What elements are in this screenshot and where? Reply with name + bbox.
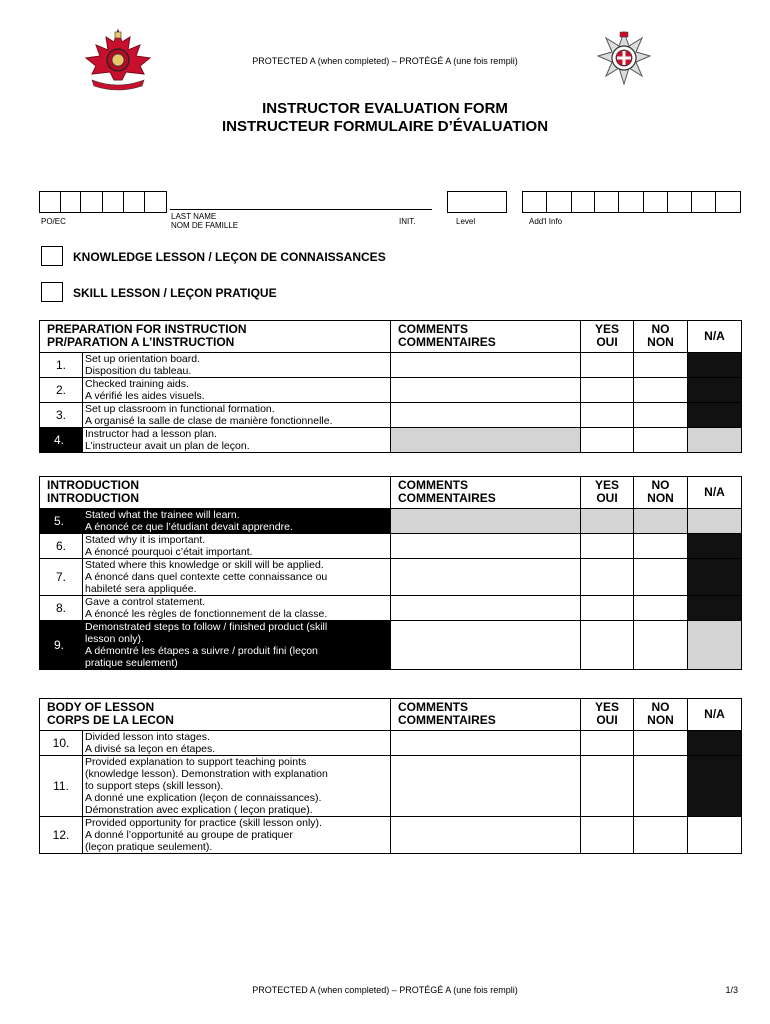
table-row: 3. Set up classroom in functional formation. A organisé la salle de clase de manière fonctionnelle. — [40, 403, 742, 428]
yes-cell[interactable] — [581, 534, 634, 559]
yes-cell[interactable] — [581, 378, 634, 403]
yes-header: YES OUI — [581, 477, 634, 509]
comments-cell[interactable] — [391, 534, 581, 559]
preparation-section-table — [39, 320, 742, 453]
na-cell — [688, 353, 742, 378]
yes-cell[interactable] — [581, 559, 634, 596]
comments-cell[interactable] — [391, 621, 581, 670]
form-title — [0, 100, 770, 136]
table-row: 4. Instructor had a lesson plan. L’instructeur avait un plan de leçon. — [40, 428, 742, 453]
table-row: 7. Stated where this knowledge or skill will be applied. A énoncé dans quel contexte cette connaissance ou habileté sera appliquée. — [40, 559, 742, 596]
yes-cell[interactable] — [581, 353, 634, 378]
table-row: 12. Provided opportunity for practice (skill lesson only). A donné l’opportunité au groupe de pratiquer (leçon pratique seulement). — [40, 817, 742, 854]
comments-cell[interactable] — [391, 378, 581, 403]
no-cell[interactable] — [634, 559, 688, 596]
comments-cell[interactable] — [391, 731, 581, 756]
comments-cell[interactable] — [391, 403, 581, 428]
comments-cell[interactable] — [391, 428, 581, 453]
knowledge-lesson-label: KNOWLEDGE LESSON / LEÇON DE CONNAISSANCES — [73, 250, 386, 264]
no-cell[interactable] — [634, 403, 688, 428]
na-cell — [688, 596, 742, 621]
protected-footer: PROTECTED A (when completed) – PROTÉGÉ A (une fois rempli) — [252, 985, 518, 995]
comments-header: COMMENTS COMMENTAIRES — [391, 699, 581, 731]
no-header: NO NON — [634, 699, 688, 731]
no-cell[interactable] — [634, 621, 688, 670]
no-cell[interactable] — [634, 596, 688, 621]
no-cell[interactable] — [634, 378, 688, 403]
no-header: NO NON — [634, 477, 688, 509]
skill-lesson-label: SKILL LESSON / LEÇON PRATIQUE — [73, 286, 277, 300]
na-header: N/A — [688, 477, 742, 509]
protected-header: PROTECTED A (when completed) – PROTÉGÉ A (une fois rempli) — [252, 56, 518, 66]
po-ec-boxes[interactable] — [39, 191, 167, 213]
na-cell — [688, 559, 742, 596]
addl-info-boxes[interactable] — [522, 191, 741, 213]
table-row: 10. Divided lesson into stages. A divisé sa leçon en étapes. — [40, 731, 742, 756]
introduction-section-table — [39, 476, 742, 670]
yes-cell[interactable] — [581, 621, 634, 670]
last-name-line[interactable] — [170, 209, 432, 210]
na-cell[interactable] — [688, 817, 742, 854]
title-en: INSTRUCTOR EVALUATION FORM — [262, 100, 508, 117]
no-cell[interactable] — [634, 509, 688, 534]
table-row: 6. Stated why it is important. A énoncé pourquoi c’était important. — [40, 534, 742, 559]
na-header: N/A — [688, 321, 742, 353]
po-ec-label: PO/EC — [41, 217, 66, 226]
no-cell[interactable] — [634, 817, 688, 854]
title-fr: INSTRUCTEUR FORMULAIRE D’ÉVALUATION — [221, 118, 549, 135]
yes-cell[interactable] — [581, 428, 634, 453]
comments-cell[interactable] — [391, 596, 581, 621]
comments-header: COMMENTS COMMENTAIRES — [391, 477, 581, 509]
yes-cell[interactable] — [581, 596, 634, 621]
section-title: INTRODUCTION INTRODUCTION — [40, 477, 391, 509]
body-of-lesson-section-table — [39, 698, 742, 854]
na-cell — [688, 403, 742, 428]
level-box[interactable] — [447, 191, 507, 213]
no-cell[interactable] — [634, 534, 688, 559]
yes-cell[interactable] — [581, 731, 634, 756]
na-cell — [688, 756, 742, 817]
no-cell[interactable] — [634, 353, 688, 378]
yes-header: YES OUI — [581, 321, 634, 353]
table-row: 2. Checked training aids. A vérifié les aides visuels. — [40, 378, 742, 403]
na-cell[interactable] — [688, 509, 742, 534]
last-name-label: LAST NAME NOM DE FAMILLE — [171, 212, 239, 230]
comments-cell[interactable] — [391, 559, 581, 596]
yes-cell[interactable] — [581, 403, 634, 428]
na-header: N/A — [688, 699, 742, 731]
na-cell[interactable] — [688, 428, 742, 453]
comments-header: COMMENTS COMMENTAIRES — [391, 321, 581, 353]
init-label: INIT. — [399, 217, 416, 226]
section-title: BODY OF LESSON CORPS DE LA LECON — [40, 699, 391, 731]
yes-cell[interactable] — [581, 756, 634, 817]
table-row: 5. Stated what the trainee will learn. A énoncé ce que l’étudiant devait apprendre. — [40, 509, 742, 534]
na-cell — [688, 731, 742, 756]
yes-cell[interactable] — [581, 817, 634, 854]
page-number: 1/3 — [725, 985, 738, 995]
knowledge-lesson-checkbox[interactable] — [41, 246, 63, 266]
no-cell[interactable] — [634, 756, 688, 817]
section-title: PREPARATION FOR INSTRUCTION PR/PARATION A L’INSTRUCTION — [40, 321, 391, 353]
addl-info-label: Add'l Info — [529, 217, 563, 226]
comments-cell[interactable] — [391, 509, 581, 534]
comments-cell[interactable] — [391, 817, 581, 854]
na-cell — [688, 378, 742, 403]
table-row: 11. Provided explanation to support teaching points (knowledge lesson). Demonstration with explanation to support steps (skill lesson). A donné une explication (leçon de connaissances). Démonstration avec explication ( leçon pratique). — [40, 756, 742, 817]
na-cell[interactable] — [688, 621, 742, 670]
level-label: Level — [456, 217, 476, 226]
no-cell[interactable] — [634, 731, 688, 756]
table-row: 8. Gave a control statement. A énoncé les règles de fonctionnement de la classe. — [40, 596, 742, 621]
na-cell — [688, 534, 742, 559]
table-row: 1. Set up orientation board. Disposition du tableau. — [40, 353, 742, 378]
table-row: 9. Demonstrated steps to follow / finished product (skill lesson only). A démontré les étapes a suivre / produit fini (leçon pratique seulement) — [40, 621, 742, 670]
yes-cell[interactable] — [581, 509, 634, 534]
skill-lesson-checkbox[interactable] — [41, 282, 63, 302]
comments-cell[interactable] — [391, 353, 581, 378]
comments-cell[interactable] — [391, 756, 581, 817]
no-cell[interactable] — [634, 428, 688, 453]
yes-header: YES OUI — [581, 699, 634, 731]
no-header: NO NON — [634, 321, 688, 353]
